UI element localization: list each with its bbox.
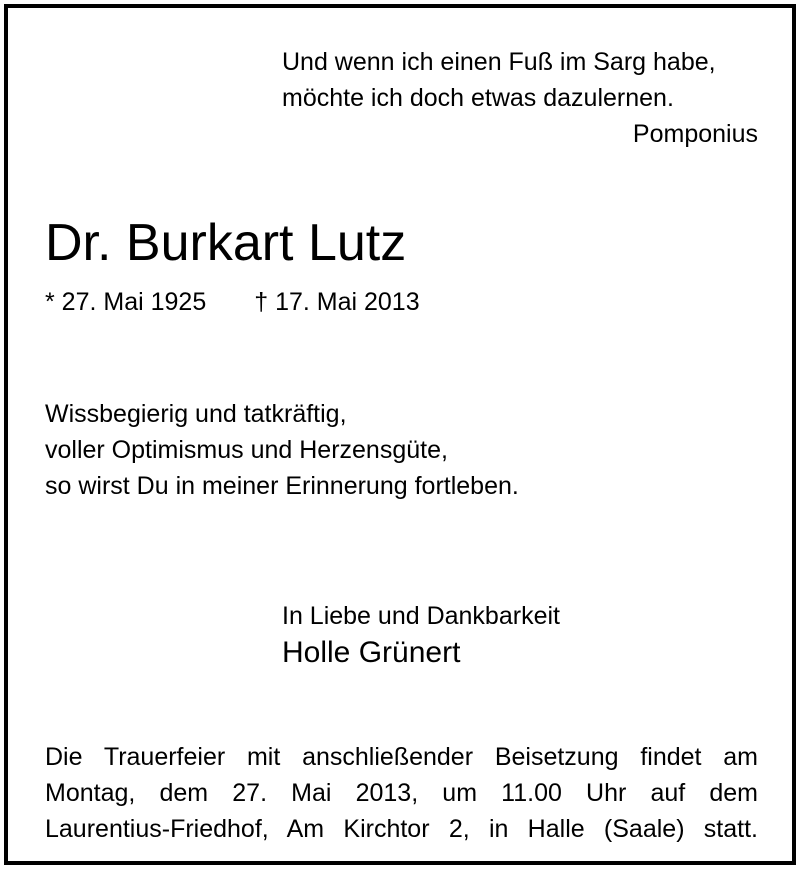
epigraph-quote	[282, 44, 758, 152]
tribute-line: voller Optimismus und Herzensgüte,	[45, 436, 448, 464]
signature-label: In Liebe und Dankbarkeit	[282, 602, 560, 630]
mourner-name: Holle Grünert	[282, 636, 461, 669]
life-dates	[45, 284, 420, 320]
quote-line: möchte ich doch etwas dazulernen.	[282, 84, 674, 112]
death-date: † 17. Mai 2013	[254, 288, 420, 316]
funeral-line: Die Trauerfeier mit anschließender Beisetzung findet am	[45, 743, 758, 771]
funeral-info	[45, 739, 758, 847]
tribute-text	[45, 396, 519, 504]
quote-line: Und wenn ich einen Fuß im Sarg habe,	[282, 48, 716, 76]
quote-author: Pomponius	[632, 120, 758, 148]
funeral-line: Montag, dem 27. Mai 2013, um 11.00 Uhr auf dem	[45, 779, 758, 807]
mourner-signature	[282, 598, 560, 672]
obituary-notice	[4, 4, 796, 865]
birth-date: * 27. Mai 1925	[45, 288, 207, 316]
funeral-line: Laurentius-Friedhof, Am Kirchtor 2, in Halle (Saale) statt.	[45, 815, 758, 843]
tribute-line: so wirst Du in meiner Erinnerung fortleben.	[45, 472, 519, 500]
deceased-name: Dr. Burkart Lutz	[45, 214, 407, 272]
tribute-line: Wissbegierig und tatkräftig,	[45, 400, 347, 428]
